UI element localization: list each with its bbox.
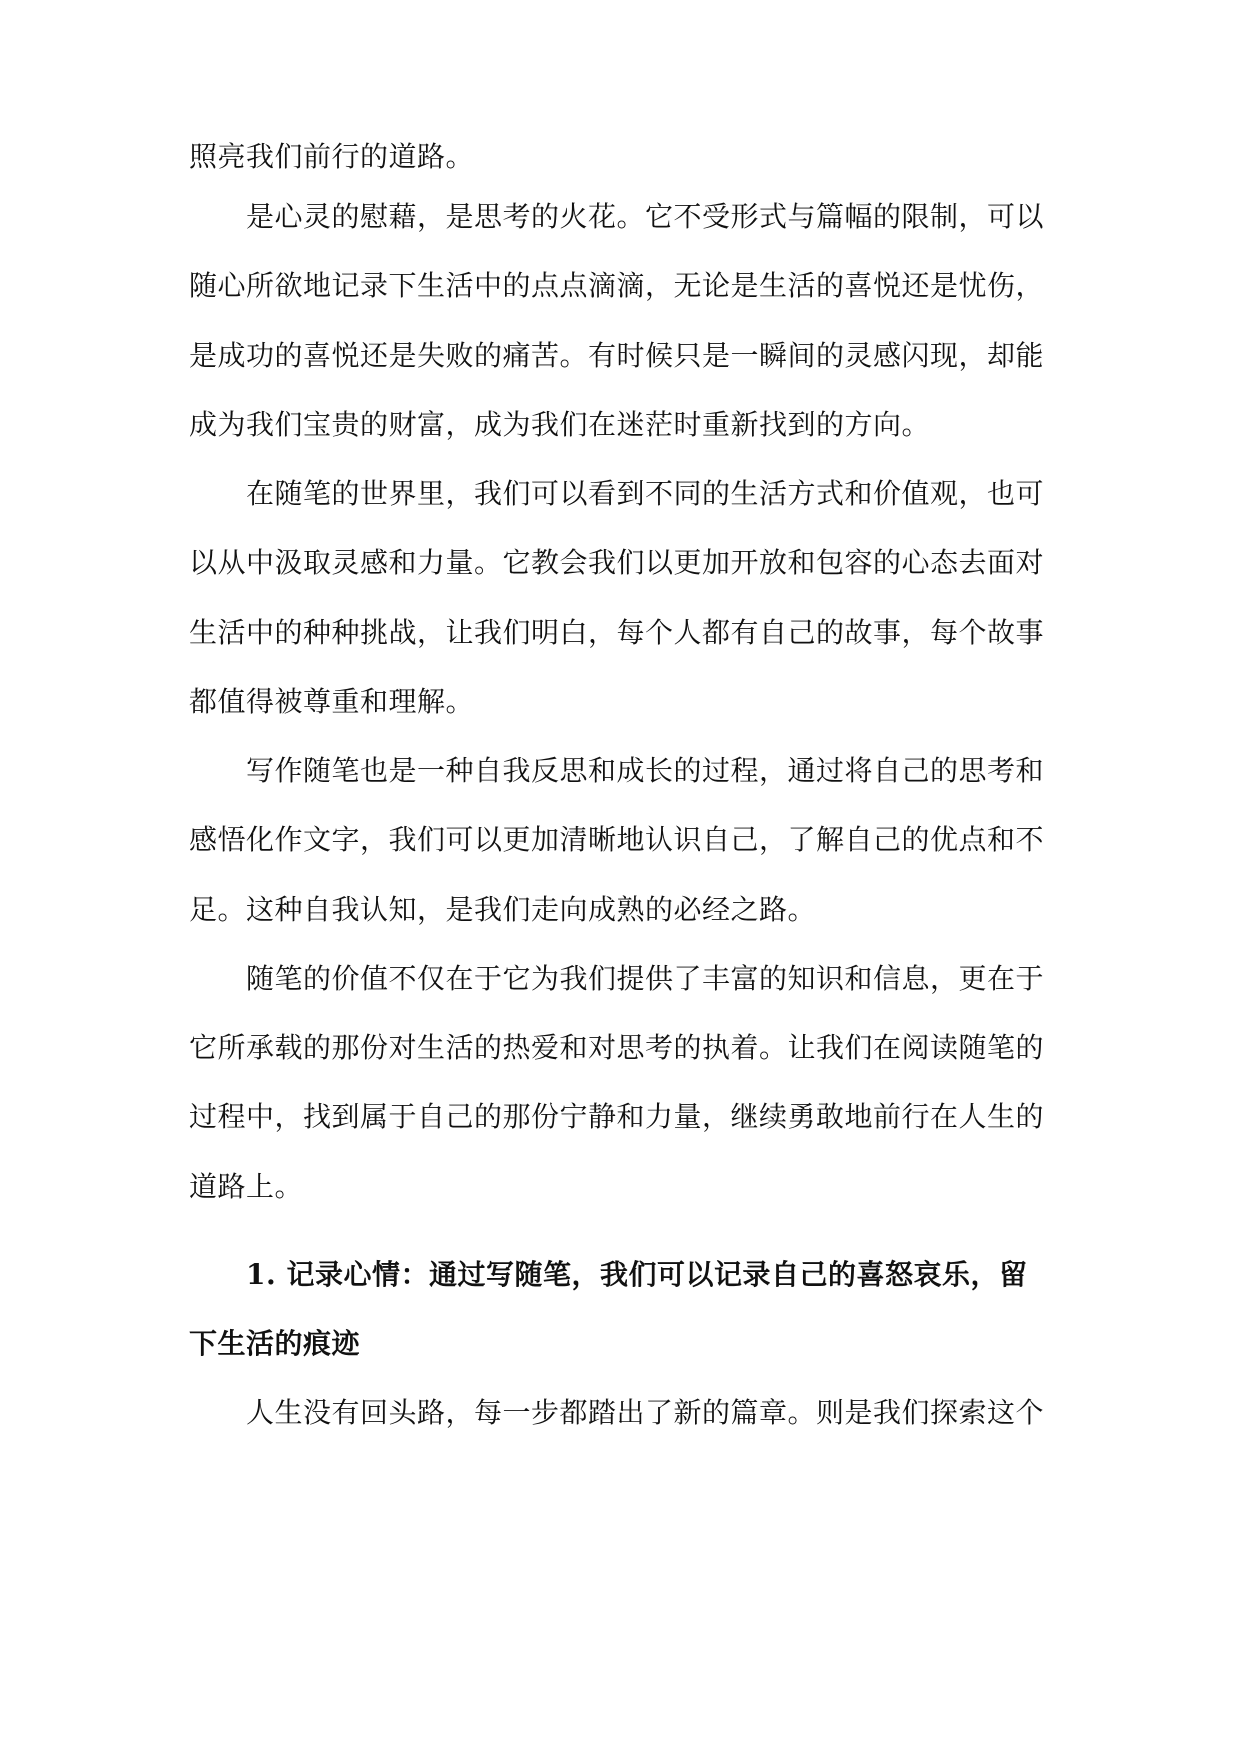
paragraph-line: 照亮我们前行的道路。 <box>189 140 475 173</box>
paragraph-line: 写作随笔也是一种自我反思和成长的过程，通过将自己的思考和 <box>246 754 1045 787</box>
paragraph-line: 在随笔的世界里，我们可以看到不同的生活方式和价值观，也可 <box>246 477 1045 510</box>
paragraph-line: 随笔的价值不仅在于它为我们提供了丰富的知识和信息，更在于 <box>246 962 1045 995</box>
paragraph-line: 是成功的喜悦还是失败的痛苦。有时候只是一瞬间的灵感闪现，却能 <box>189 339 1045 372</box>
paragraph-line: 足。这种自我认知，是我们走向成熟的必经之路。 <box>189 893 817 926</box>
paragraph-line: 以从中汲取灵感和力量。它教会我们以更加开放和包容的心态去面对 <box>189 546 1045 579</box>
paragraph-line: 道路上。 <box>189 1170 304 1203</box>
paragraph-line: 成为我们宝贵的财富，成为我们在迷茫时重新找到的方向。 <box>189 408 931 441</box>
paragraph-line: 感悟化作文字，我们可以更加清晰地认识自己，了解自己的优点和不 <box>189 823 1045 856</box>
paragraph-line: 都值得被尊重和理解。 <box>189 685 475 718</box>
paragraph-line: 它所承载的那份对生活的热爱和对思考的执着。让我们在阅读随笔的 <box>189 1031 1045 1064</box>
paragraph-line: 是心灵的慰藉，是思考的火花。它不受形式与篇幅的限制，可以 <box>246 200 1045 233</box>
paragraph-line: 人生没有回头路，每一步都踏出了新的篇章。则是我们探索这个 <box>246 1396 1045 1429</box>
section-heading-line: 1. 记录心情：通过写随笔，我们可以记录自己的喜怒哀乐，留 <box>246 1258 1028 1291</box>
section-heading-line: 下生活的痕迹 <box>189 1327 361 1360</box>
paragraph-line: 随心所欲地记录下生活中的点点滴滴，无论是生活的喜悦还是忧伤， <box>189 269 1045 302</box>
paragraph-line: 生活中的种种挑战，让我们明白，每个人都有自己的故事，每个故事 <box>189 616 1045 649</box>
paragraph-line: 过程中，找到属于自己的那份宁静和力量，继续勇敢地前行在人生的 <box>189 1100 1045 1133</box>
